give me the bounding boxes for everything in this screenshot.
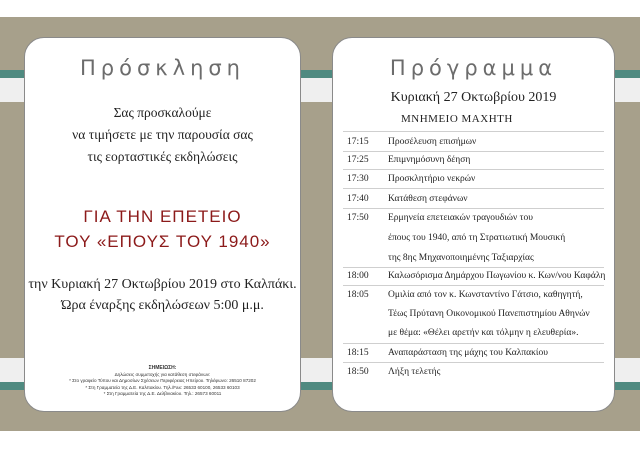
schedule-text-continued: της 8ης Μηχανοποιημένης Ταξιαρχίας <box>388 253 534 263</box>
schedule-text-continued: με θέμα: «Θέλει αρετήν και τόλμην η ελευθερία». <box>388 328 579 338</box>
schedule-text: Κατάθεση στεφάνων <box>388 194 468 204</box>
schedule-item <box>347 367 440 377</box>
schedule-time: 18:50 <box>347 367 369 377</box>
schedule-item <box>347 348 548 358</box>
schedule-text-continued: έπους του 1940, από τη Στρατιωτική Μουσική <box>388 233 566 243</box>
program-title: Πρόγραμμα <box>389 56 558 80</box>
divider <box>343 208 604 209</box>
schedule-text: Αναπαράσταση της μάχης του Καλπακίου <box>388 348 548 358</box>
schedule-item <box>347 174 475 184</box>
notes-title: ΣΗΜΕΙΩΣΗ: <box>148 365 177 371</box>
schedule-time: 17:40 <box>347 194 369 204</box>
schedule-text: Προσκλητήριο νεκρών <box>388 174 476 184</box>
schedule-time: 18:15 <box>347 348 369 358</box>
divider <box>343 169 604 170</box>
schedule-time: 17:50 <box>347 213 369 223</box>
invitation-line: Σας προσκαλούμε <box>113 105 212 120</box>
schedule-time: 17:25 <box>347 155 369 165</box>
schedule-time: 17:15 <box>347 137 369 147</box>
program-date: Κυριακή 27 Οκτωβρίου 2019 <box>390 90 557 105</box>
schedule-item <box>347 290 583 300</box>
anniversary-heading <box>25 204 300 254</box>
notes-line: Δηλώσεις συμμετοχής για κατάθεση στεφάνων: <box>114 371 211 377</box>
schedule-text: Καλωσόρισμα Δημάρχου Πωγωνίου κ. Κων/νου Καφάλη <box>388 271 606 281</box>
invitation-title: Πρόσκληση <box>79 56 245 80</box>
schedule-text: Προσέλευση επισήμων <box>388 137 477 147</box>
schedule-time: 17:30 <box>347 174 369 184</box>
divider <box>343 131 604 132</box>
schedule-item <box>347 155 470 165</box>
event-time-line: Ώρα έναρξης εκδηλώσεων 5:00 μ.μ. <box>61 298 264 313</box>
anniversary-line: ΓΙΑ ΤΗΝ ΕΠΕΤΕΙΟ <box>83 207 242 226</box>
invitation-message <box>25 102 300 168</box>
notes-block <box>25 365 300 398</box>
divider <box>343 151 604 152</box>
schedule-item <box>347 194 468 204</box>
schedule-text: Επιμνημόσυνη δέηση <box>388 155 471 165</box>
monument-heading: ΜΝΗΜΕΙΟ ΜΑΧΗΤΗ <box>401 113 513 125</box>
divider <box>343 343 604 344</box>
event-date-info <box>25 274 300 316</box>
schedule-item <box>347 271 605 281</box>
schedule-item <box>347 137 476 147</box>
notes-line: * Στη Γραμματεία της Δ.Ε. Καλπακίου. Τηλ./Fax: 26533 60100, 26533 60103 <box>85 384 240 390</box>
divider <box>343 188 604 189</box>
divider <box>343 285 604 286</box>
divider <box>343 267 604 268</box>
notes-line: * Στο γραφείο Τύπου και Δημοσίων Σχέσεων Περιφέρειας Ηπείρου. Τηλέφωνο: 26510 87202 <box>69 378 256 383</box>
invitation-line: τις εορταστικές εκδηλώσεις <box>87 149 238 164</box>
schedule-text-continued: Τέως Πρύτανη Οικονομικού Πανεπιστημίου Αθηνών <box>388 309 590 319</box>
anniversary-line: ΤΟΥ «ΕΠΟΥΣ ΤΟΥ 1940» <box>54 232 271 251</box>
schedule-text: Ερμηνεία επετειακών τραγουδιών του <box>388 213 533 223</box>
schedule-text: Λήξη τελετής <box>388 367 441 377</box>
invitation-line: να τιμήσετε με την παρουσία σας <box>72 127 253 142</box>
schedule-time: 18:00 <box>347 271 369 281</box>
schedule-text: Ομιλία από τον κ. Κωνσταντίνο Γάτσιο, καθηγητή, <box>388 290 583 300</box>
program-card <box>332 37 615 412</box>
invitation-card <box>24 37 301 412</box>
schedule-time: 18:05 <box>347 290 369 300</box>
divider <box>343 362 604 363</box>
schedule-item <box>347 213 533 223</box>
notes-line: * Στη Γραμματεία της Δ.Ε. Δελβινακίου. Τηλ.: 26573 60011 <box>103 391 222 396</box>
event-date-line: την Κυριακή 27 Οκτωβρίου 2019 στο Καλπάκι. <box>28 277 297 292</box>
